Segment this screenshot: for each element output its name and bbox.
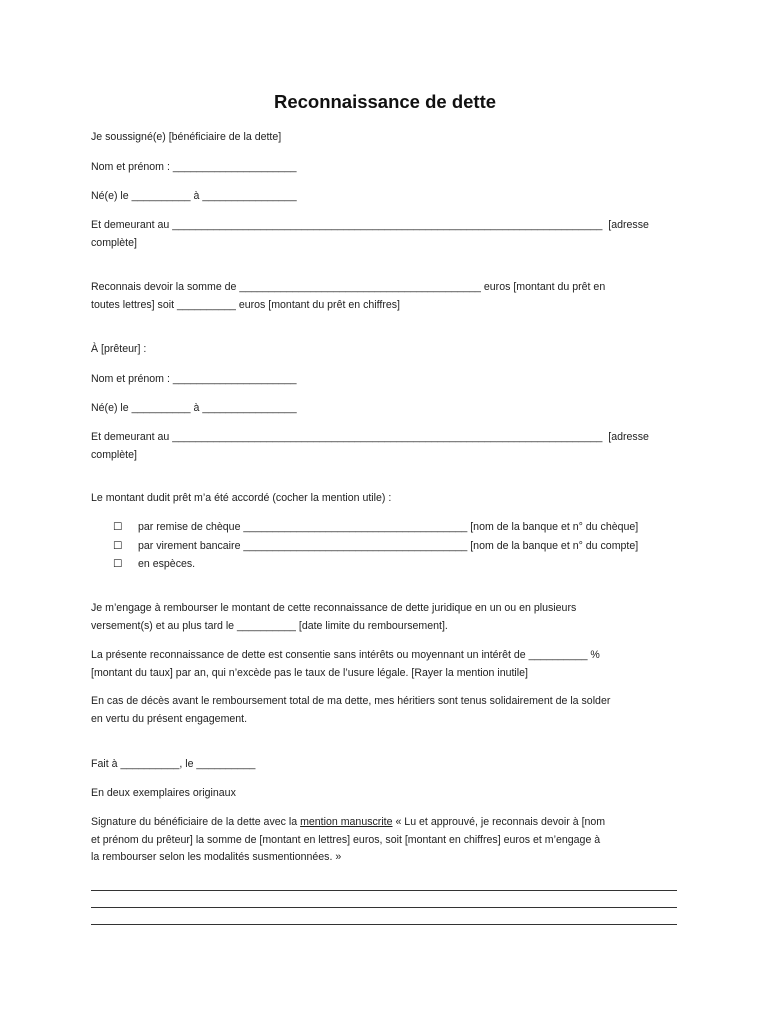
interest-clause-paragraph: La présente reconnaissance de dette est consentie sans intérêts ou moyennant un intérêt de __________ % [montant du taux] par an, qui n’excède pas le taux de l’usure légale. [Rayer la mention inutile] <box>91 649 600 679</box>
option-cheque-label: par remise de chèque ______________________________________ [nom de la banque et n° du chèque] <box>138 521 639 533</box>
death-clause-paragraph: En cas de décès avant le remboursement total de ma dette, mes héritiers sont tenus solidairement de la solder en vertu du présent engagement. <box>91 695 611 725</box>
debtor-address-line: Et demeurant au _________________________________________________________________________ [adresse complète] <box>91 219 649 249</box>
signature-line-2 <box>91 907 677 908</box>
signature-line-1 <box>91 890 677 891</box>
lender-name-line: Nom et prénom : _____________________ <box>91 373 297 385</box>
copies-line: En deux exemplaires originaux <box>91 787 236 799</box>
lender-address-line: Et demeurant au _________________________________________________________________________ [adresse complète] <box>91 431 649 461</box>
signature-prefix: Signature du bénéficiaire de la dette avec la <box>91 816 301 828</box>
debtor-intro: Je soussigné(e) [bénéficiaire de la dette] <box>91 131 282 143</box>
debtor-birth-line: Né(e) le __________ à ________________ <box>91 190 297 202</box>
signature-line-3 <box>91 924 677 925</box>
lender-intro: À [prêteur] : <box>91 343 147 355</box>
option-transfer <box>113 538 693 556</box>
repay-commitment-paragraph: Je m’engage à rembourser le montant de cette reconnaissance de dette juridique en un ou en plusieurs versement(s) et au plus tard le __________ [date limite du remboursement]. <box>91 602 577 632</box>
debt-amount-paragraph: Reconnais devoir la somme de _________________________________________ euros [montant du prêt en toutes lettres] soit __________ euros [montant du prêt en chiffres] <box>91 281 606 311</box>
option-cheque <box>113 519 693 537</box>
option-transfer-label: par virement bancaire ______________________________________ [nom de la banque et n° du compte] <box>138 540 639 552</box>
debtor-name-line: Nom et prénom : _____________________ <box>91 161 297 173</box>
option-cash-label: en espèces. <box>138 558 196 570</box>
checkbox-cheque[interactable]: ☐ <box>113 521 123 533</box>
document-title: Reconnaissance de dette <box>273 91 497 112</box>
place-date-line: Fait à __________, le __________ <box>91 758 256 770</box>
signature-suffix: « Lu et approuvé, je reconnais devoir à [nom et prénom du prêteur] la somme de [montant en lettres] euros, soit [montant en chiffres] euros et m’engage à la rembourser selon les modalités susmentionnées. » <box>91 816 606 863</box>
option-cash <box>113 556 693 574</box>
checkbox-transfer[interactable]: ☐ <box>113 540 123 552</box>
lender-birth-line: Né(e) le __________ à ________________ <box>91 402 297 414</box>
checkbox-cash[interactable]: ☐ <box>113 558 123 570</box>
signature-paragraph <box>91 814 681 867</box>
signature-underlined-term: mention manuscrite <box>300 816 393 828</box>
granted-intro: Le montant dudit prêt m’a été accordé (cocher la mention utile) : <box>91 492 392 504</box>
